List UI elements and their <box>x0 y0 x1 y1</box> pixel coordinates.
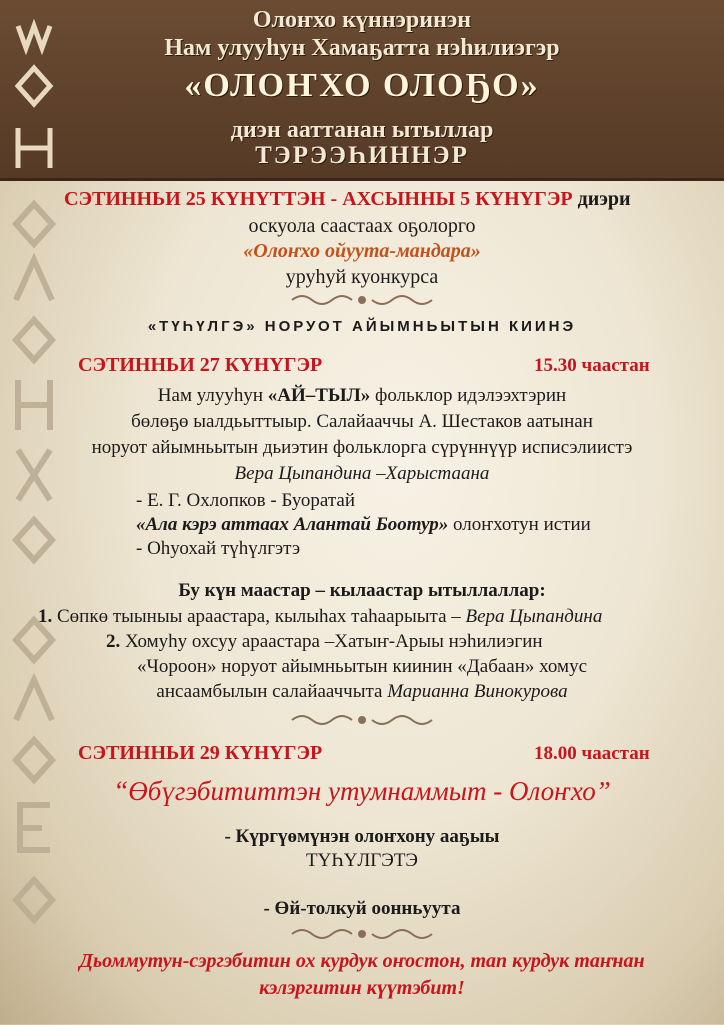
block3-item-2 <box>106 631 543 653</box>
divider-ornament-1-icon <box>282 292 442 308</box>
block2-bullet-2-rest: олоҥхотун истии <box>448 514 591 535</box>
block2-p2: бөлөҕө ыалдьыттыыр. Салайааччы А. Шестаков аатынан <box>131 411 593 432</box>
header-festival-title: «ОЛОҤХО ОЛОҔО» <box>184 67 540 104</box>
footer-line-1: Дьоммутун-сэргэбитин ох курдук оҥостон, тап курдук таҥнан <box>79 950 645 972</box>
block2-bullet-3: - Оһуохай түһүлгэтэ <box>136 538 301 559</box>
header-line-1: Олоҥхо күннэринэн <box>252 7 472 33</box>
block2-bullet-2-title: «Ала кэрэ аттаах Алантай Боотур» <box>136 514 449 535</box>
block2-bullet-1: - Е. Г. Охлопков - Буоратай <box>136 490 356 511</box>
block2-date: СЭТИННЬИ 27 КҮНҮГЭР <box>78 354 323 376</box>
block3-heading: Бу күн маастар – кылаастар ытыллаллар: <box>178 580 546 601</box>
block2-p4: Вера Цыпандина –Харыстаана <box>234 463 490 484</box>
header-line-4: диэн ааттанан ытыллар <box>230 117 494 143</box>
block2-p1-c: фольклор идэлээхтэрин <box>370 385 567 406</box>
block4-bullet-1: - Күргүөмүнэн олоҥхону ааҕыы <box>224 826 500 847</box>
footer-line-2: кэлэргитин күүтэбит! <box>259 977 465 999</box>
block2-time: 15.30 чаастан <box>534 355 650 376</box>
block3-item-2-line3-name: Марианна Винокурова <box>387 681 568 702</box>
block3-item-2-line2: «Чороон» норуот айымньытын киинин «Дабаан» хомус <box>136 656 588 677</box>
block1-contest-title: «Олоҥхо ойуута-мандара» <box>243 240 481 262</box>
block3-item-2-line3-a: ансаамбылын салайааччыта <box>156 681 388 702</box>
block3-item-1-text: Сөпкө тыыныы араастара, кылыһах таһаарыыта – <box>52 606 466 627</box>
divider-ornament-2-icon <box>282 712 442 728</box>
section-title: «ТҮҺҮЛГЭ» НОРУОТ АЙЫМНЬЫТЫН КИИНЭ <box>147 318 577 335</box>
block2-p3: норуот айымньытын дьиэтин фольклорга сүрүннүүр исписэлиистэ <box>91 437 633 458</box>
block1-line2: оскуола саастаах оҕолорго <box>248 215 476 237</box>
block3-item-2-text: Хомуһу охсуу араастара –Хатыҥ-Арыы нэһилиэгин <box>120 631 543 652</box>
header-line-5: ТЭРЭЭҺИННЭР <box>255 142 469 169</box>
block1-date-line <box>64 188 720 211</box>
block2-group-name: «АЙ–ТЫЛ» <box>267 385 371 406</box>
block3-item-2-line3 <box>0 681 724 703</box>
block3-item-1-num: 1. <box>38 606 53 627</box>
block4-date: СЭТИННЬИ 29 КҮНҮГЭР <box>78 742 323 764</box>
block1-date: СЭТИННЬИ 25 КҮНҮТТЭН - АХСЫННЫ 5 КҮНҮГЭР <box>64 188 573 210</box>
block3-item-1 <box>38 606 602 628</box>
block4-bullet-1-line2: ТҮҺҮЛГЭТЭ <box>306 850 418 871</box>
block1-date-suffix: диэри <box>572 188 631 210</box>
block3-item-1-name: Вера Цыпандина <box>465 606 603 627</box>
block4-bullet-2: - Өй-толкуй оонньуута <box>263 898 461 919</box>
block1-line4: уруһуй куонкурса <box>285 266 439 288</box>
block4-time: 18.00 чаастан <box>534 743 650 764</box>
header-line-2: Нам улууһун Хамаҕатта нэһилиэгэр <box>164 35 560 61</box>
block4-title: “Өбүгэбититтэн утумнаммыт - Олоҥхо” <box>113 776 611 806</box>
block2-p1 <box>0 385 724 407</box>
divider-ornament-3-icon <box>282 926 442 942</box>
block2-bullet-2 <box>136 514 591 536</box>
block2-p1-a: Нам улууһун <box>157 385 268 406</box>
block3-item-2-num: 2. <box>106 631 121 652</box>
